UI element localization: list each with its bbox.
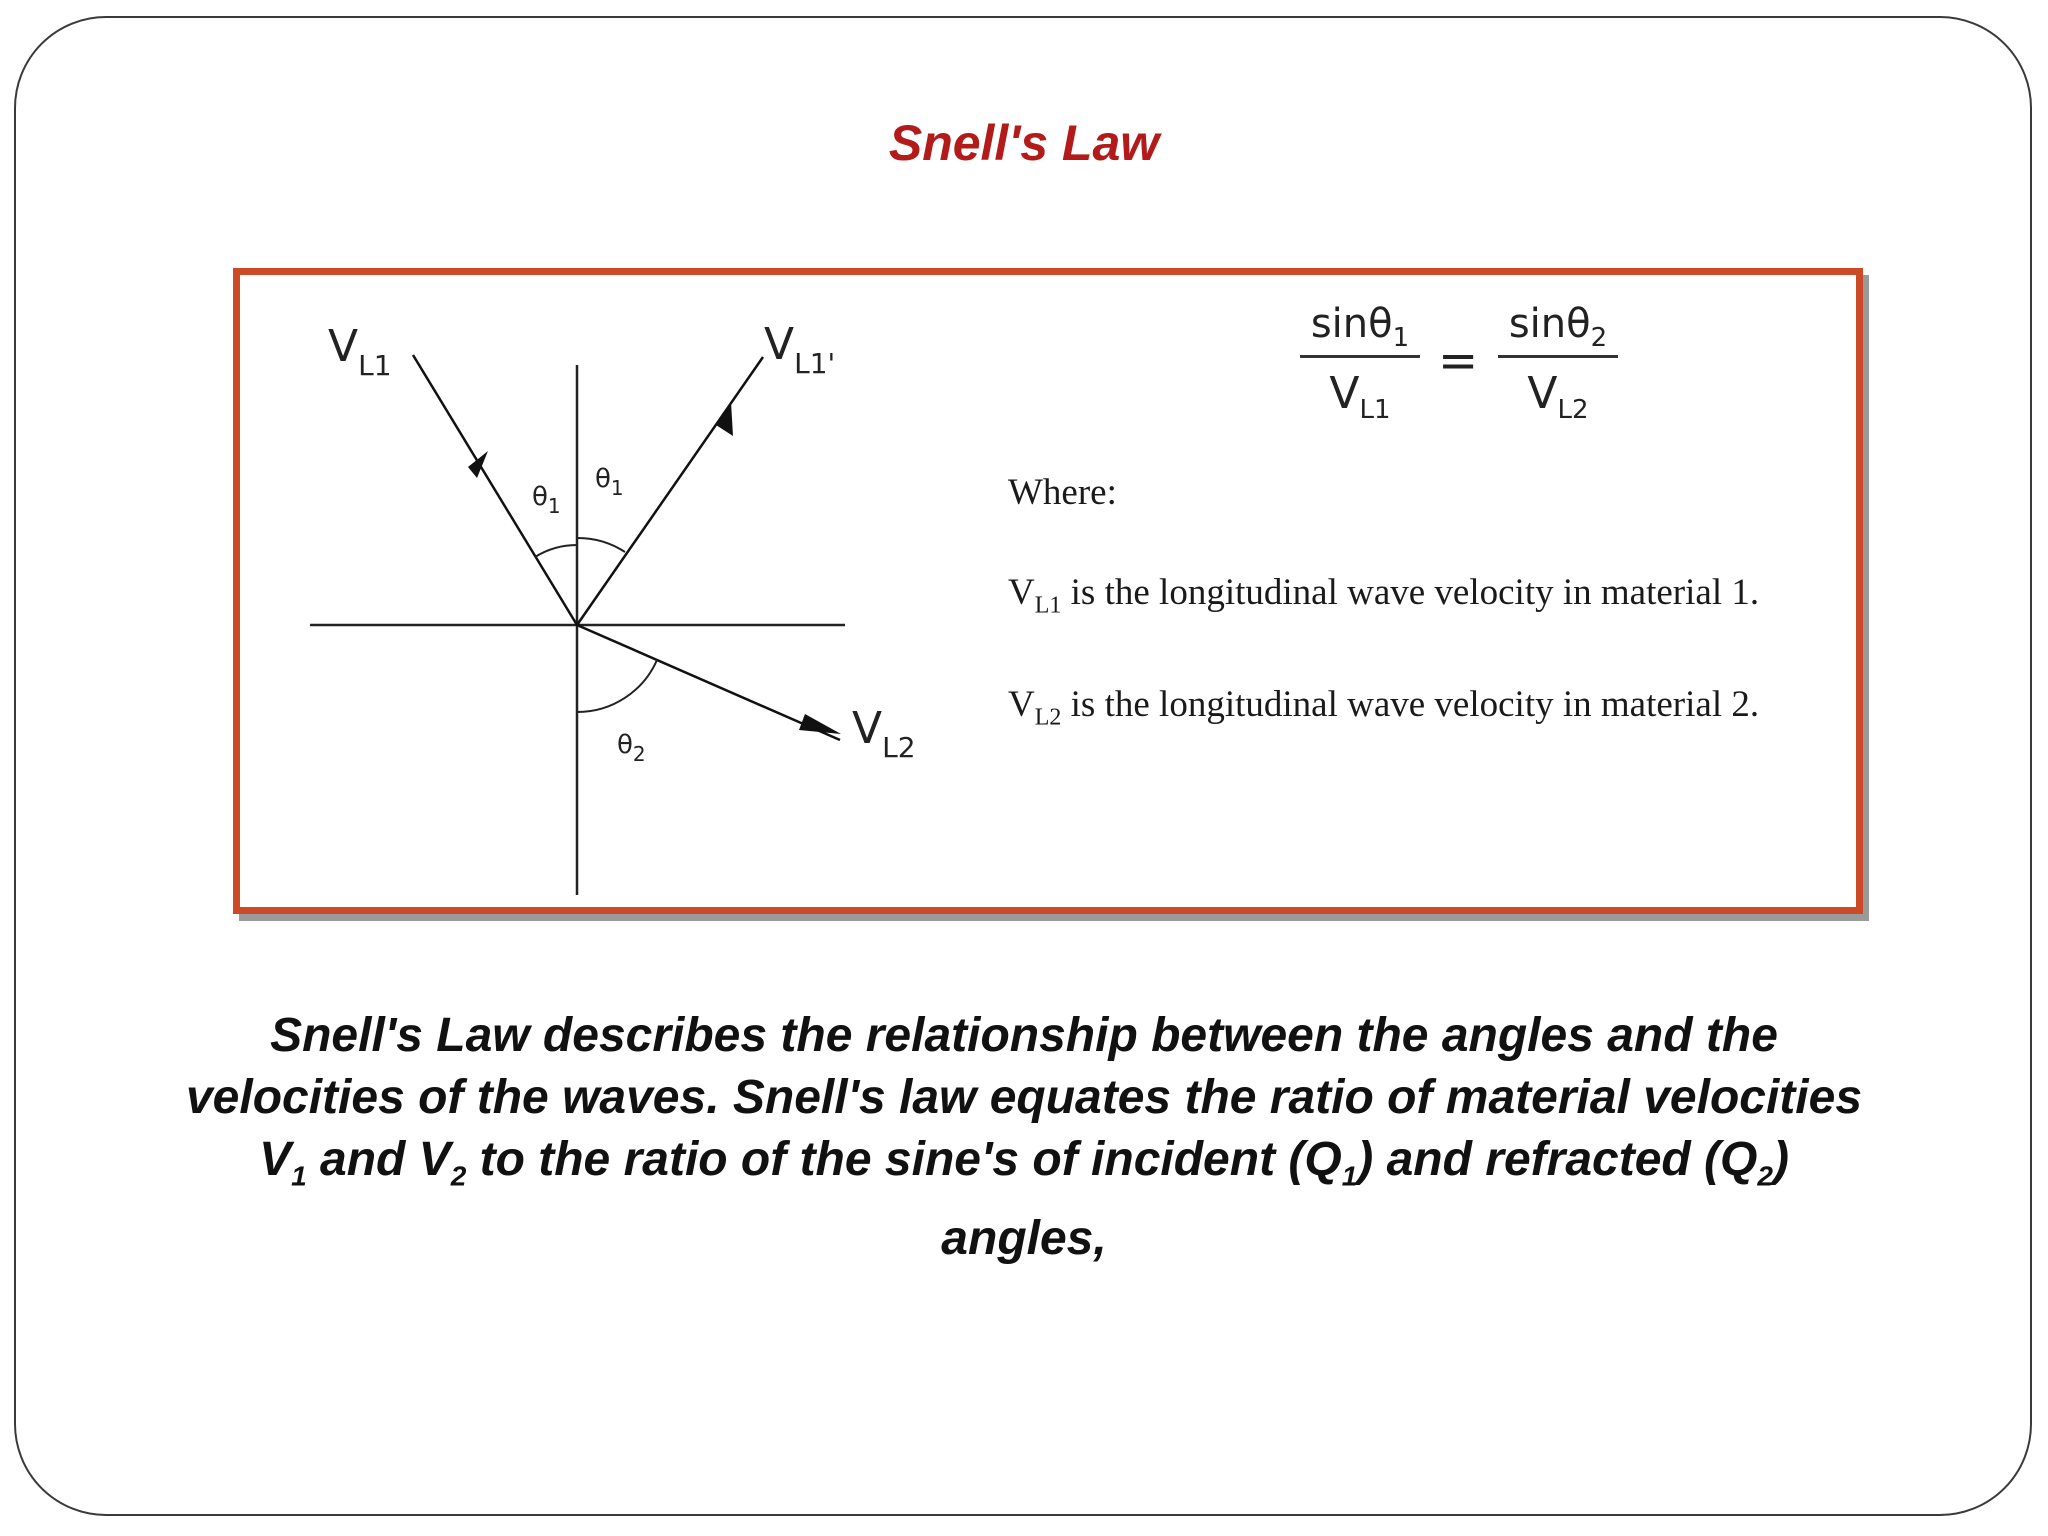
refracted-ray xyxy=(577,625,840,740)
equals-sign: = xyxy=(1438,333,1479,389)
where-heading: Where: xyxy=(1008,472,1117,513)
theta2-arc xyxy=(577,660,657,712)
right-denominator: $V_{L2}$ xyxy=(1527,368,1589,425)
left-fraction-bar xyxy=(1300,355,1420,358)
theta1-left-arc xyxy=(535,545,577,557)
right-fraction xyxy=(1498,297,1618,424)
theta1-right-arc xyxy=(577,538,625,552)
theta1-left-label: $\theta_1$ xyxy=(532,482,561,518)
where-line-1: $V_{L1}$ is the longitudinal wave velocity in material 1. xyxy=(1008,572,1760,619)
right-fraction-bar xyxy=(1498,355,1618,358)
refracted-wave-label: $V_{L2}$ xyxy=(852,703,916,764)
where-line-2: $V_{L2}$ is the longitudinal wave velocity in material 2. xyxy=(1008,684,1760,731)
slide-title: Snell's Law xyxy=(888,115,1160,171)
incident-ray xyxy=(413,355,577,625)
theta2-label: $\theta_2$ xyxy=(617,730,646,766)
snells-law-figure xyxy=(233,268,1863,914)
snells-law-formula xyxy=(1300,297,1640,427)
left-numerator: sinθ$_1$ xyxy=(1310,301,1410,353)
left-denominator: $V_{L1}$ xyxy=(1329,368,1391,425)
refracted-arrowhead xyxy=(799,714,841,734)
description-text: Snell's Law describes the relationship between the angles and the velocities of the waves. Snell's law equates the ratio of material velocities $V_1$ and $V_2$ to the ratio of the sine's of incident $(Q_1)$ and refracted $(Q_2)$ angles, xyxy=(185,1009,1863,1265)
right-numerator: sinθ$_2$ xyxy=(1508,301,1608,353)
reflected-wave-label: $V_{L1'}$ xyxy=(764,319,836,380)
incident-wave-label: $V_{L1}$ xyxy=(328,321,392,382)
left-fraction xyxy=(1300,297,1420,424)
theta1-right-label: $\theta_1$ xyxy=(595,464,624,500)
